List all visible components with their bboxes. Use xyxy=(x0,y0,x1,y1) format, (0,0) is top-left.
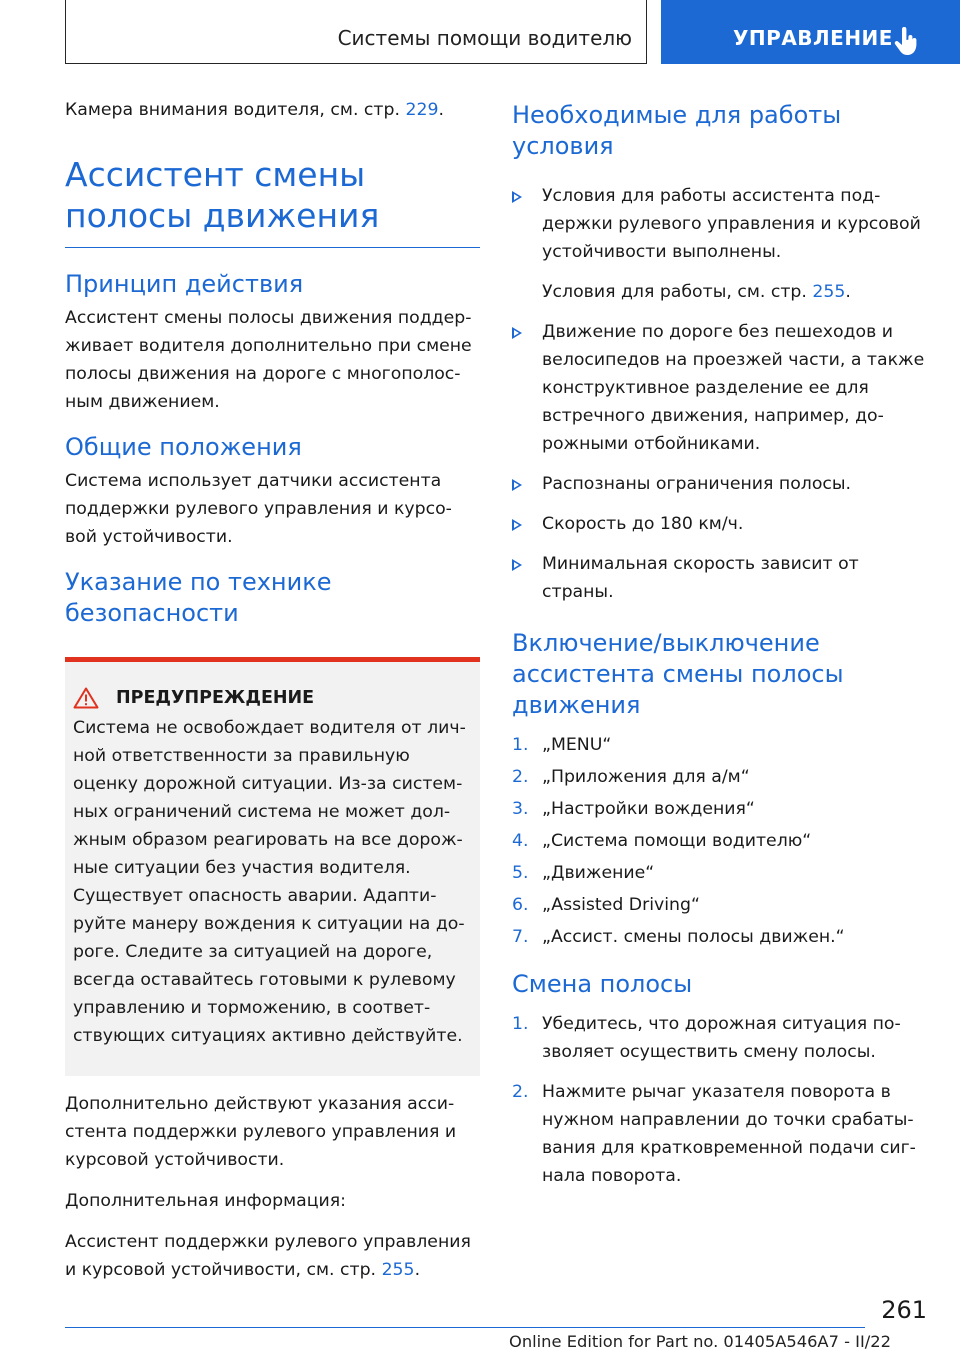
list-item: Условия для работы ассистента под- держки рулевого управления и курсовой устойчивости выполнены. Условия для работы, см. стр. 255. xyxy=(512,182,932,306)
list-item: 7. „Ассист. смены полосы движен.“ xyxy=(512,927,845,947)
additional-paragraph: Ассистент поддержки рулевого управления и курсовой устойчивости, см. стр. 255. xyxy=(65,1232,471,1280)
bullet-arrow-icon xyxy=(512,559,522,571)
list-item: 2. Нажмите рычаг указателя поворота в нужном направлении до точки срабаты- вания для кратковременной подачи сиг- нала поворота. xyxy=(512,1082,916,1186)
bullet-arrow-icon xyxy=(512,479,522,491)
pointing-hand-icon xyxy=(894,27,920,57)
header-section-box xyxy=(65,0,647,64)
list-item: Распознаны ограничения полосы. xyxy=(512,470,932,498)
toggle-heading: Включение/выключение ассистента смены полосы движения xyxy=(512,629,844,719)
change-heading: Смена полосы xyxy=(512,970,693,998)
principle-text: Ассистент смены полосы движения поддер- живает водителя дополнительно при смене полосы движения на дороге с многополос- ным движением. xyxy=(65,308,472,412)
list-item: 1. „MENU“ xyxy=(512,735,612,755)
conditions-heading: Необходимые для работы условия xyxy=(512,101,842,160)
page-link-229[interactable]: 229 xyxy=(405,100,439,120)
principle-heading: Принцип действия xyxy=(65,270,304,298)
footer-edition: Online Edition for Part no. 01405A546A7 - II/22 xyxy=(509,1332,891,1351)
warning-title-row xyxy=(73,684,472,712)
right-column xyxy=(512,100,932,1194)
bullet-arrow-icon xyxy=(512,191,522,203)
list-item: Минимальная скорость зависит от страны. xyxy=(512,550,932,606)
conditions-list xyxy=(512,182,932,606)
general-text: Система использует датчики ассистента поддержки рулевого управления и курсо- вой устойчивости. xyxy=(65,471,452,547)
bullet-arrow-icon xyxy=(512,519,522,531)
safety-heading: Указание по технике безопасности xyxy=(65,568,332,627)
bullet-arrow-icon xyxy=(512,327,522,339)
intro-paragraph: Камера внимания водителя, см. стр. 229. xyxy=(65,100,444,120)
list-item: 5. „Движение“ xyxy=(512,863,655,883)
list-item: 2. „Приложения для а/м“ xyxy=(512,767,750,787)
list-item: 3. „Настройки вождения“ xyxy=(512,799,755,819)
list-item: 4. „Система помощи водителю“ xyxy=(512,831,812,851)
after-warning-text: Дополнительно действуют указания асси- стента поддержки рулевого управления и курсовой устойчивости. xyxy=(65,1094,457,1170)
header-chapter-title: УПРАВЛЕНИЕ xyxy=(733,26,893,50)
warning-title: ПРЕДУПРЕЖДЕНИЕ xyxy=(116,688,315,708)
section-title: Ассистент смены полосы движения xyxy=(65,155,380,235)
warning-triangle-icon xyxy=(73,687,99,709)
toggle-steps-list xyxy=(512,731,932,951)
footer-divider xyxy=(65,1327,865,1328)
title-divider xyxy=(65,247,480,248)
left-column xyxy=(65,96,480,1284)
additional-label: Дополнительная информация: xyxy=(65,1191,346,1211)
list-item: 1. Убедитесь, что дорожная ситуация по- зволяет осуществить смену полосы. xyxy=(512,1014,901,1062)
page-link-255[interactable]: 255 xyxy=(812,282,846,302)
list-item: Движение по дороге без пешеходов и велосипедов на проезжей части, а также конструктивное разделение ее для встречного движения, например, до- рожными отбойниками. xyxy=(512,318,932,458)
header-section-title: Системы помощи водителю xyxy=(337,26,632,50)
list-item: Скорость до 180 км/ч. xyxy=(512,510,932,538)
warning-text: Система не освобождает водителя от лич- ной ответственности за правильную оценку дорожной ситуации. Из-за систем- ных ограничений система не может дол- жным образом реагировать на все дорож- ные ситуации без участия водителя. Существует опасность аварии. Адапти- руйте манеру вождения к ситуации на до- роге. Следите за ситуацией на дороге, всегда оставайтесь готовыми к рулевому управлению и торможению, в соответ- ствующих ситуациях активно действуйте. xyxy=(73,718,466,1046)
page-number: 261 xyxy=(881,1296,927,1324)
change-steps-list xyxy=(512,1010,932,1190)
list-item: 6. „Assisted Driving“ xyxy=(512,895,700,915)
warning-box xyxy=(65,657,480,1076)
page-link-255[interactable]: 255 xyxy=(381,1260,415,1280)
general-heading: Общие положения xyxy=(65,433,302,461)
